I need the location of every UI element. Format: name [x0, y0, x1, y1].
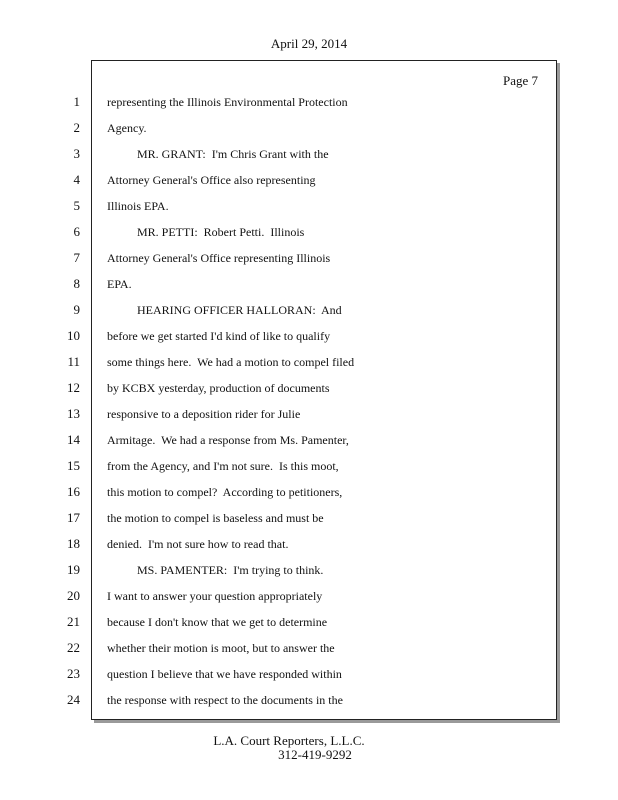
line-number: 20: [67, 588, 80, 603]
line-number: 2: [73, 120, 80, 135]
line-number: 5: [73, 198, 80, 213]
line-number: 22: [67, 640, 80, 655]
line-number: 14: [67, 432, 80, 447]
transcript-line: question I believe that we have responded within: [107, 667, 342, 681]
transcript-line: before we get started I'd kind of like to qualify: [107, 329, 331, 343]
line-number: 8: [73, 276, 80, 291]
line-number: 13: [67, 406, 80, 421]
transcript-line: denied. I'm not sure how to read that.: [107, 537, 289, 551]
line-number: 9: [73, 302, 80, 317]
line-number: 12: [67, 380, 80, 395]
line-number: 6: [73, 224, 80, 239]
transcript-line: responsive to a deposition rider for Julie: [107, 407, 301, 421]
line-number: 3: [73, 146, 80, 161]
transcript-line: representing the Illinois Environmental Protection: [107, 95, 348, 109]
transcript-text: [107, 92, 547, 716]
transcript-line: from the Agency, and I'm not sure. Is this moot,: [107, 459, 339, 473]
transcript-line: MS. PAMENTER: I'm trying to think.: [107, 563, 324, 577]
line-number: 4: [73, 172, 80, 187]
line-number: 24: [67, 692, 80, 707]
line-number: 1: [73, 94, 80, 109]
page-number: Page 7: [502, 73, 538, 88]
transcript-line: Agency.: [107, 121, 147, 135]
header-date: April 29, 2014: [270, 36, 348, 51]
line-number-column: [40, 92, 80, 716]
footer-company: L.A. Court Reporters, L.L.C.: [213, 733, 365, 748]
transcript-line: I want to answer your question appropriately: [107, 589, 323, 603]
line-number: 17: [67, 510, 80, 525]
transcript-line: some things here. We had a motion to compel filed: [107, 355, 355, 369]
transcript-line: by KCBX yesterday, production of documents: [107, 381, 330, 395]
transcript-line: Illinois EPA.: [107, 199, 169, 213]
transcript-line: this motion to compel? According to petitioners,: [107, 485, 343, 499]
line-number: 10: [67, 328, 80, 343]
transcript-line: the response with respect to the documents in the: [107, 693, 343, 707]
line-number: 21: [67, 614, 80, 629]
line-number: 19: [67, 562, 80, 577]
transcript-line: Armitage. We had a response from Ms. Pamenter,: [107, 433, 349, 447]
transcript-line: EPA.: [107, 277, 132, 291]
line-number: 7: [73, 250, 80, 265]
transcript-line: the motion to compel is baseless and must be: [107, 511, 324, 525]
transcript-line: Attorney General's Office also representing: [107, 173, 316, 187]
footer-phone: 312-419-9292: [278, 747, 352, 762]
line-number: 23: [67, 666, 80, 681]
transcript-line: HEARING OFFICER HALLORAN: And: [107, 303, 342, 317]
line-number: 16: [67, 484, 80, 499]
line-number: 18: [67, 536, 80, 551]
transcript-line: Attorney General's Office representing Illinois: [107, 251, 331, 265]
transcript-line: MR. PETTI: Robert Petti. Illinois: [107, 225, 305, 239]
line-number: 11: [67, 354, 80, 369]
line-number: 15: [67, 458, 80, 473]
transcript-line: because I don't know that we get to determine: [107, 615, 328, 629]
transcript-line: whether their motion is moot, but to answer the: [107, 641, 335, 655]
transcript-line: MR. GRANT: I'm Chris Grant with the: [107, 147, 329, 161]
